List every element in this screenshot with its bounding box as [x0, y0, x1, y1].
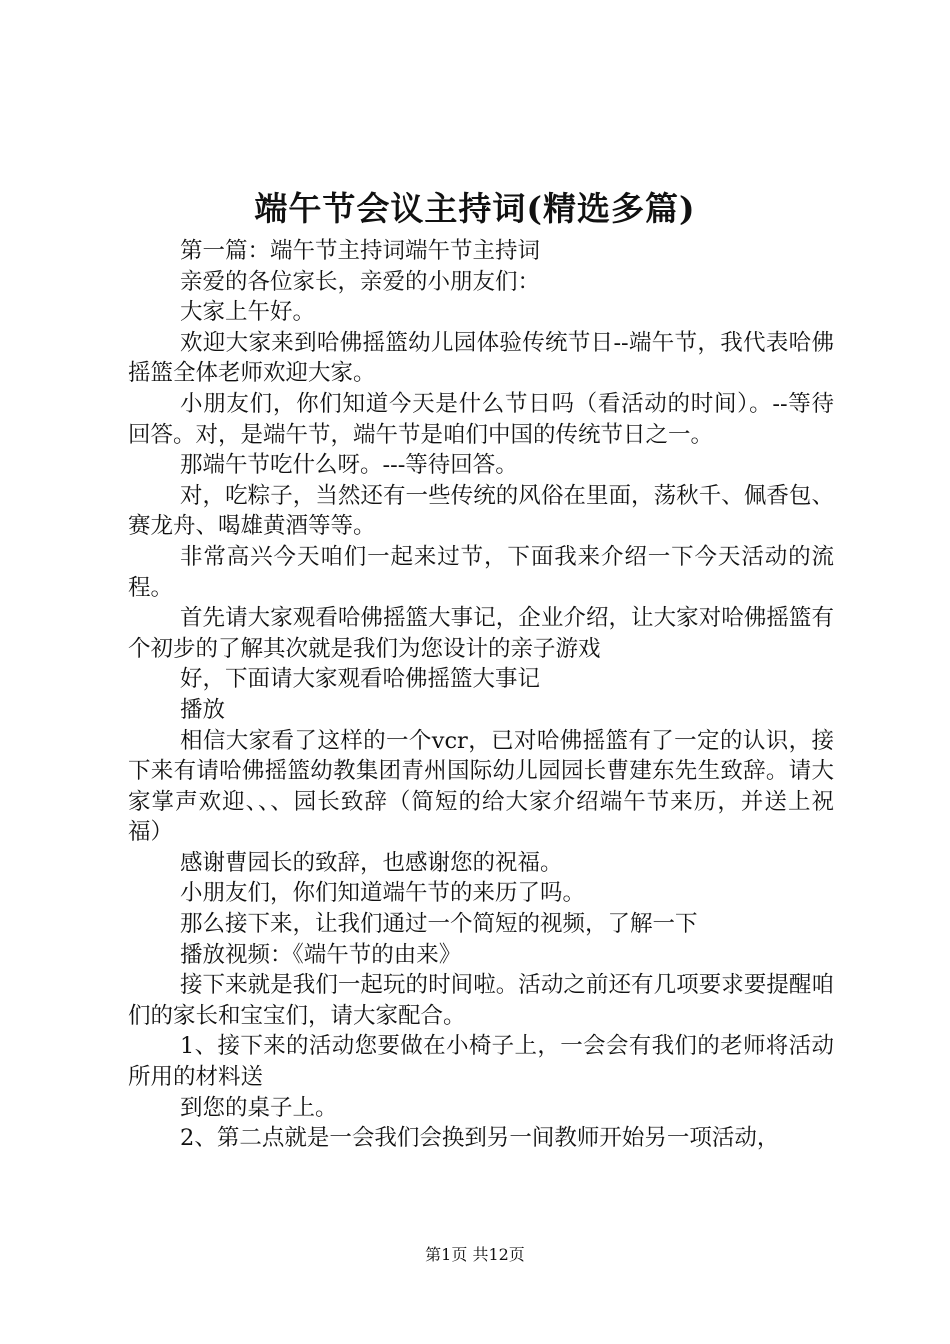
- paragraph: 亲爱的各位家长，亲爱的小朋友们：: [180, 268, 541, 295]
- paragraph: 1、接下来的活动您要做在小椅子上，一会会有我们的老师将活动所用的材料送: [128, 1033, 834, 1091]
- paragraph: 播放视频：《端午节的由来》: [180, 941, 462, 968]
- paragraph: 2、第二点就是一会我们会换到另一间教师开始另一项活动，: [180, 1125, 780, 1152]
- paragraph: 播放: [180, 696, 226, 723]
- document-title: 端午节会议主持词(精选多篇): [254, 189, 696, 228]
- page-number: 第1页 共12页: [425, 1245, 525, 1264]
- paragraph: 首先请大家观看哈佛摇篮大事记，企业介绍，让大家对哈佛摇篮有个初步的了解其次就是我们为您设计的亲子游戏: [128, 605, 834, 662]
- paragraph: 相信大家看了这样的一个vcr，已对哈佛摇篮有了一定的认识，接下来有请哈佛摇篮幼教集团青州国际幼儿园园长曹建东先生致辞。请大家掌声欢迎、、、园长致辞（简短的给大家介绍端午节来历，并送上祝福）: [128, 727, 834, 846]
- paragraph: 那端午节吃什么呀。---等待回答。: [180, 452, 518, 479]
- paragraph: 那么接下来，让我们通过一个简短的视频，了解一下: [180, 911, 698, 938]
- paragraph: 感谢曹园长的致辞，也感谢您的祝福。: [180, 849, 563, 876]
- paragraph: 大家上午好。: [180, 299, 316, 326]
- paragraph: 对，吃粽子，当然还有一些传统的风俗在里面，荡秋千、佩香包、赛龙舟、喝雄黄酒等等。: [128, 482, 834, 540]
- paragraph: 好，下面请大家观看哈佛摇篮大事记: [180, 666, 541, 693]
- paragraph: 小朋友们，你们知道端午节的来历了吗。: [180, 880, 586, 907]
- paragraph: 接下来就是我们一起玩的时间啦。活动之前还有几项要求要提醒咱们的家长和宝宝们，请大家配合。: [128, 972, 834, 1029]
- paragraph: 到您的桌子上。: [180, 1094, 338, 1121]
- document-body: [128, 236, 834, 1154]
- paragraph: 小朋友们，你们知道今天是什么节日吗（看活动的时间）。--等待回答。对，是端午节，端午节是咱们中国的传统节日之一。: [128, 390, 834, 448]
- paragraph: 非常高兴今天咱们一起来过节，下面我来介绍一下今天活动的流程。: [128, 543, 834, 601]
- paragraph: 第一篇：端午节主持词端午节主持词: [180, 238, 541, 264]
- paragraph: 欢迎大家来到哈佛摇篮幼儿园体验传统节日--端午节，我代表哈佛摇篮全体老师欢迎大家。: [128, 329, 834, 387]
